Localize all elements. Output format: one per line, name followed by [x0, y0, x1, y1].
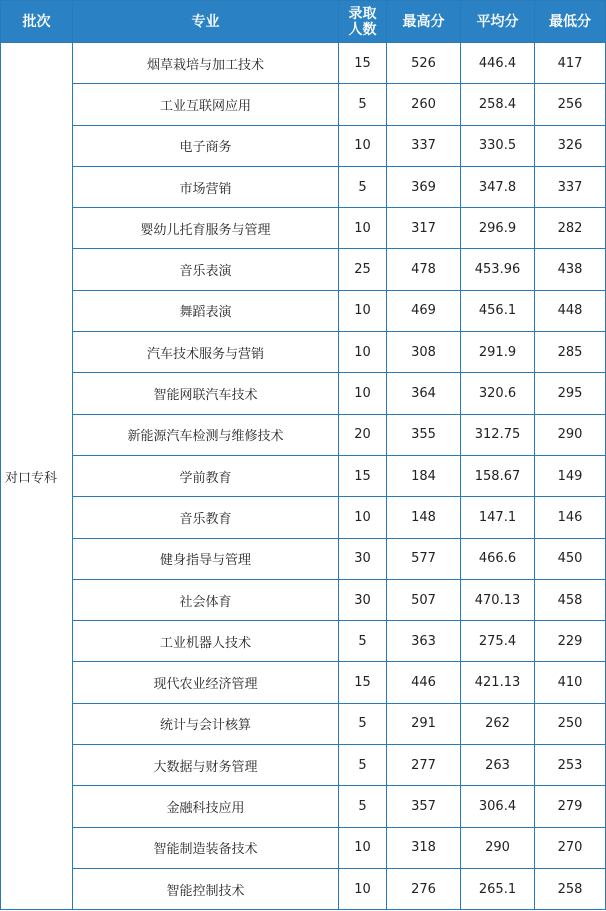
admitted-count-cell: 10 [339, 125, 387, 166]
avg-score-cell: 347.8 [461, 166, 535, 207]
min-score-cell: 458 [535, 579, 606, 620]
admitted-count-cell: 5 [339, 745, 387, 786]
max-score-cell: 446 [387, 662, 461, 703]
table-row [1, 579, 606, 620]
admitted-count-cell: 5 [339, 703, 387, 744]
max-score-cell: 276 [387, 868, 461, 909]
max-score-cell: 577 [387, 538, 461, 579]
header-min-score: 最低分 [535, 1, 606, 43]
admitted-count-cell: 10 [339, 868, 387, 909]
max-score-cell: 469 [387, 290, 461, 331]
avg-score-cell: 263 [461, 745, 535, 786]
major-cell: 工业机器人技术 [73, 621, 339, 662]
min-score-cell: 149 [535, 455, 606, 496]
table-row [1, 621, 606, 662]
header-admitted-line1: 录取 [348, 5, 377, 22]
admitted-count-cell: 5 [339, 621, 387, 662]
table-header [1, 1, 606, 43]
table-row [1, 827, 606, 868]
admitted-count-cell: 5 [339, 786, 387, 827]
avg-score-cell: 265.1 [461, 868, 535, 909]
table-row [1, 208, 606, 249]
min-score-cell: 417 [535, 43, 606, 84]
admitted-count-cell: 20 [339, 414, 387, 455]
min-score-cell: 295 [535, 373, 606, 414]
min-score-cell: 410 [535, 662, 606, 703]
min-score-cell: 285 [535, 332, 606, 373]
max-score-cell: 526 [387, 43, 461, 84]
admitted-count-cell: 30 [339, 579, 387, 620]
min-score-cell: 253 [535, 745, 606, 786]
max-score-cell: 184 [387, 455, 461, 496]
table-body [1, 43, 606, 910]
max-score-cell: 369 [387, 166, 461, 207]
table-row [1, 786, 606, 827]
admitted-count-cell: 30 [339, 538, 387, 579]
avg-score-cell: 258.4 [461, 84, 535, 125]
table-row [1, 745, 606, 786]
header-major: 专业 [73, 1, 339, 43]
avg-score-cell: 158.67 [461, 455, 535, 496]
table-row [1, 84, 606, 125]
min-score-cell: 270 [535, 827, 606, 868]
max-score-cell: 260 [387, 84, 461, 125]
avg-score-cell: 446.4 [461, 43, 535, 84]
max-score-cell: 277 [387, 745, 461, 786]
admitted-count-cell: 10 [339, 497, 387, 538]
min-score-cell: 279 [535, 786, 606, 827]
max-score-cell: 148 [387, 497, 461, 538]
min-score-cell: 337 [535, 166, 606, 207]
avg-score-cell: 275.4 [461, 621, 535, 662]
admitted-count-cell: 10 [339, 827, 387, 868]
table-row [1, 373, 606, 414]
min-score-cell: 290 [535, 414, 606, 455]
min-score-cell: 146 [535, 497, 606, 538]
max-score-cell: 364 [387, 373, 461, 414]
major-cell: 社会体育 [73, 579, 339, 620]
max-score-cell: 507 [387, 579, 461, 620]
admitted-count-cell: 10 [339, 373, 387, 414]
major-cell: 烟草栽培与加工技术 [73, 43, 339, 84]
major-cell: 音乐教育 [73, 497, 339, 538]
table-row [1, 249, 606, 290]
header-max-score: 最高分 [387, 1, 461, 43]
min-score-cell: 229 [535, 621, 606, 662]
major-cell: 市场营销 [73, 166, 339, 207]
major-cell: 金融科技应用 [73, 786, 339, 827]
max-score-cell: 337 [387, 125, 461, 166]
major-cell: 舞蹈表演 [73, 290, 339, 331]
avg-score-cell: 296.9 [461, 208, 535, 249]
avg-score-cell: 466.6 [461, 538, 535, 579]
avg-score-cell: 312.75 [461, 414, 535, 455]
admitted-count-cell: 10 [339, 332, 387, 373]
major-cell: 音乐表演 [73, 249, 339, 290]
max-score-cell: 478 [387, 249, 461, 290]
table-row [1, 414, 606, 455]
admitted-count-cell: 25 [339, 249, 387, 290]
min-score-cell: 282 [535, 208, 606, 249]
major-cell: 电子商务 [73, 125, 339, 166]
max-score-cell: 318 [387, 827, 461, 868]
table-row [1, 43, 606, 84]
table-row [1, 662, 606, 703]
header-row [1, 1, 606, 43]
header-batch: 批次 [1, 1, 73, 43]
avg-score-cell: 453.96 [461, 249, 535, 290]
avg-score-cell: 470.13 [461, 579, 535, 620]
major-cell: 工业互联网应用 [73, 84, 339, 125]
table-row [1, 868, 606, 909]
min-score-cell: 258 [535, 868, 606, 909]
admitted-count-cell: 10 [339, 290, 387, 331]
max-score-cell: 355 [387, 414, 461, 455]
avg-score-cell: 306.4 [461, 786, 535, 827]
major-cell: 统计与会计核算 [73, 703, 339, 744]
avg-score-cell: 330.5 [461, 125, 535, 166]
max-score-cell: 291 [387, 703, 461, 744]
major-cell: 婴幼儿托育服务与管理 [73, 208, 339, 249]
admitted-count-cell: 15 [339, 662, 387, 703]
major-cell: 新能源汽车检测与维修技术 [73, 414, 339, 455]
avg-score-cell: 147.1 [461, 497, 535, 538]
table-row [1, 166, 606, 207]
major-cell: 大数据与财务管理 [73, 745, 339, 786]
table-row [1, 290, 606, 331]
table-row [1, 332, 606, 373]
major-cell: 健身指导与管理 [73, 538, 339, 579]
avg-score-cell: 320.6 [461, 373, 535, 414]
min-score-cell: 438 [535, 249, 606, 290]
header-admitted-line2: 人数 [348, 21, 377, 38]
header-avg-score: 平均分 [461, 1, 535, 43]
admitted-count-cell: 15 [339, 43, 387, 84]
max-score-cell: 357 [387, 786, 461, 827]
major-cell: 智能网联汽车技术 [73, 373, 339, 414]
major-cell: 汽车技术服务与营销 [73, 332, 339, 373]
max-score-cell: 308 [387, 332, 461, 373]
table-row [1, 455, 606, 496]
table-row [1, 538, 606, 579]
major-cell: 智能制造装备技术 [73, 827, 339, 868]
avg-score-cell: 291.9 [461, 332, 535, 373]
admitted-count-cell: 15 [339, 455, 387, 496]
admitted-count-cell: 5 [339, 166, 387, 207]
min-score-cell: 448 [535, 290, 606, 331]
major-cell: 现代农业经济管理 [73, 662, 339, 703]
batch-cell: 对口专科 [1, 43, 73, 910]
min-score-cell: 256 [535, 84, 606, 125]
header-admitted [339, 1, 387, 43]
min-score-cell: 326 [535, 125, 606, 166]
major-cell: 学前教育 [73, 455, 339, 496]
avg-score-cell: 290 [461, 827, 535, 868]
major-cell: 智能控制技术 [73, 868, 339, 909]
avg-score-cell: 456.1 [461, 290, 535, 331]
max-score-cell: 317 [387, 208, 461, 249]
min-score-cell: 450 [535, 538, 606, 579]
min-score-cell: 250 [535, 703, 606, 744]
avg-score-cell: 421.13 [461, 662, 535, 703]
table-row [1, 497, 606, 538]
max-score-cell: 363 [387, 621, 461, 662]
table-row [1, 125, 606, 166]
admitted-count-cell: 10 [339, 208, 387, 249]
table-row [1, 703, 606, 744]
admitted-count-cell: 5 [339, 84, 387, 125]
avg-score-cell: 262 [461, 703, 535, 744]
